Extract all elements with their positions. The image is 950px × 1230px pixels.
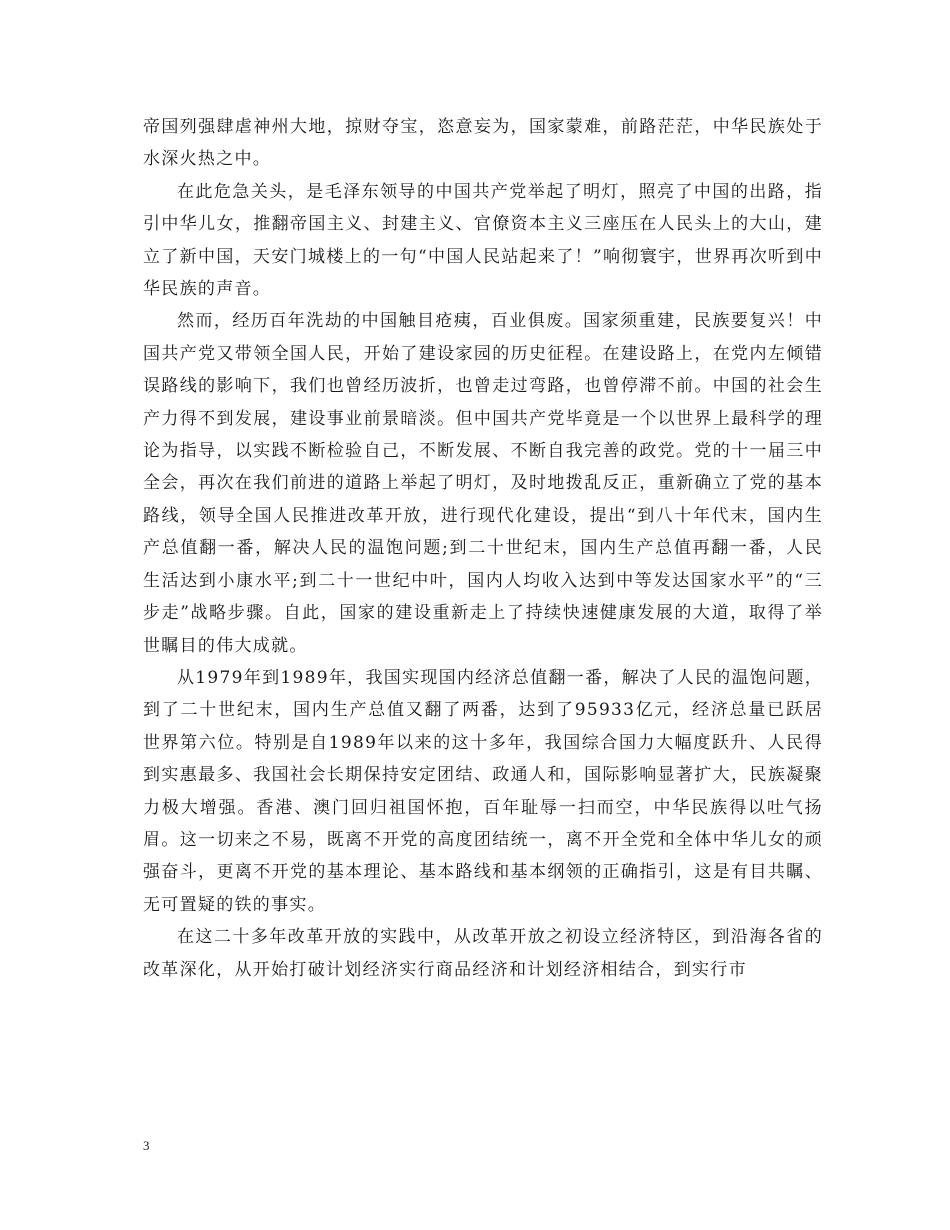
body-text xyxy=(143,111,823,986)
paragraph-3: 然而，经历百年洗劫的中国触目疮痍，百业俱废。国家须重建，民族要复兴！中国共产党又带领全国人民，开始了建设家园的历史征程。在建设路上，在党内左倾错误路线的影响下，我们也曾经历波折，也曾走过弯路，也曾停滞不前。中国的社会生产力得不到发展，建设事业前景暗淡。但中国共产党毕竟是一个以世界上最科学的理论为指导，以实践不断检验自己，不断发展、不断自我完善的政党。党的十一届三中全会，再次在我们前进的道路上举起了明灯，及时地拨乱反正，重新确立了党的基本路线，领导全国人民推进改革开放，进行现代化建设，提出“到八十年代末，国内生产总值翻一番，解决人民的温饱问题;到二十世纪末，国内生产总值再翻一番，人民生活达到小康水平;到二十一世纪中叶，国内人均收入达到中等发达国家水平”的“三步走”战略步骤。自此，国家的建设重新走上了持续快速健康发展的大道，取得了举世瞩目的伟大成就。 xyxy=(143,311,823,656)
page-number: 3 xyxy=(143,1138,150,1153)
paragraph-1: 帝国列强肆虐神州大地，掠财夺宝，恣意妄为，国家蒙难，前路茫茫，中华民族处于水深火热之中。 xyxy=(143,117,823,170)
paragraph-5: 在这二十多年改革开放的实践中，从改革开放之初设立经济特区，到沿海各省的改革深化，从开始打破计划经济实行商品经济和计划经济相结合，到实行市 xyxy=(143,927,823,980)
paragraph-2: 在此危急关头，是毛泽东领导的中国共产党举起了明灯，照亮了中国的出路，指引中华儿女，推翻帝国主义、封建主义、官僚资本主义三座压在人民头上的大山，建立了新中国，天安门城楼上的一句“中国人民站起来了！”响彻寰宇，世界再次听到中华民族的声音。 xyxy=(143,181,823,300)
paragraph-4: 从1979年到1989年，我国实现国内经济总值翻一番，解决了人民的温饱问题，到了二十世纪末，国内生产总值又翻了两番，达到了95933亿元，经济总量已跃居世界第六位。特别是自1989年以来的这十多年，我国综合国力大幅度跃升、人民得到实惠最多、我国社会长期保持安定团结、政通人和，国际影响显著扩大，民族凝聚力极大增强。香港、澳门回归祖国怀抱，百年耻辱一扫而空，中华民族得以吐气扬眉。这一切来之不易，既离不开党的高度团结统一，离不开全党和全体中华儿女的顽强奋斗，更离不开党的基本理论、基本路线和基本纲领的正确指引，这是有目共瞩、无可置疑的铁的事实。 xyxy=(143,667,823,915)
